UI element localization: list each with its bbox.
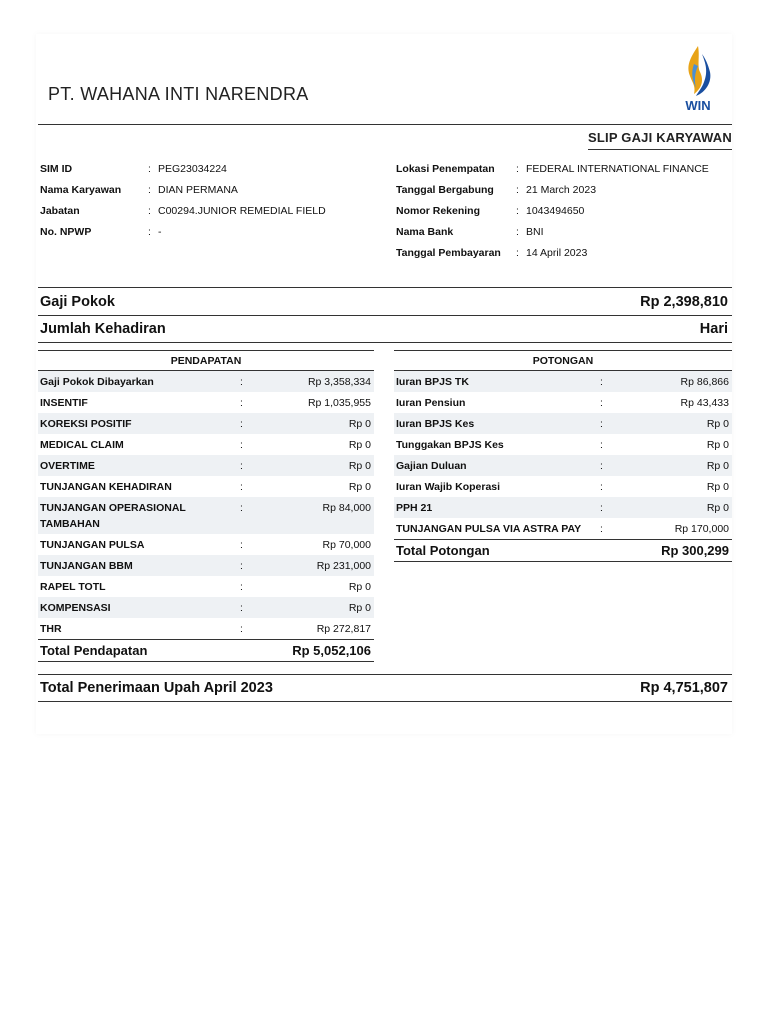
info-value: C00294.JUNIOR REMEDIAL FIELD (158, 204, 326, 217)
info-label: Jabatan (40, 204, 80, 217)
info-value: 21 March 2023 (526, 183, 597, 196)
pendapatan-table (38, 350, 374, 662)
row-name: Iuran BPJS TK (396, 375, 469, 388)
table-row: OVERTIME : Rp 0 (38, 455, 374, 476)
row-value: Rp 0 (706, 459, 729, 472)
row-name: Iuran Wajib Koperasi (396, 480, 501, 493)
info-row: No. NPWP : - (40, 225, 162, 238)
grand-total (38, 674, 732, 702)
row-name: MEDICAL CLAIM (40, 438, 124, 451)
table-row: INSENTIF : Rp 1,035,955 (40, 396, 371, 409)
flame-icon (672, 44, 724, 98)
table-row: Gajian Duluan : Rp 0 (394, 455, 732, 476)
gaji-pokok-value: Rp 2,398,810 (640, 293, 728, 310)
info-value: 1043494650 (526, 204, 585, 217)
grand-total-value: Rp 4,751,807 (640, 680, 728, 696)
info-label: No. NPWP (40, 225, 92, 238)
table-row: TUNJANGAN BBM : Rp 231,000 (38, 555, 374, 576)
table-row: THR : Rp 272,817 (40, 622, 371, 635)
row-name: Gaji Pokok Dibayarkan (40, 375, 154, 388)
row-name: TUNJANGAN BBM (40, 559, 133, 572)
row-name: Tunggakan BPJS Kes (396, 438, 504, 451)
row-value: Rp 3,358,334 (307, 375, 371, 388)
info-row: Nomor Rekening : 1043494650 (396, 204, 585, 217)
row-name: OVERTIME (40, 459, 95, 472)
gaji-pokok-band (38, 287, 732, 315)
total-potongan-label: Total Potongan (396, 543, 490, 558)
kehadiran-label: Jumlah Kehadiran (40, 321, 166, 337)
info-label: Lokasi Penempatan (396, 162, 495, 175)
table-row: Iuran Wajib Koperasi : Rp 0 (396, 480, 729, 493)
row-value: Rp 43,433 (680, 396, 729, 409)
pendapatan-header: PENDAPATAN (38, 350, 374, 371)
info-label: Nomor Rekening (396, 204, 481, 217)
row-value: Rp 0 (348, 601, 371, 614)
info-row: Tanggal Bergabung : 21 March 2023 (396, 183, 597, 196)
info-row: Nama Bank : BNI (396, 225, 544, 238)
row-value: Rp 0 (706, 417, 729, 430)
info-value: FEDERAL INTERNATIONAL FINANCE (526, 162, 709, 175)
info-value: 14 April 2023 (526, 246, 588, 259)
row-name: TUNJANGAN PULSA VIA ASTRA PAY (396, 522, 582, 535)
table-row: Tunggakan BPJS Kes : Rp 0 (396, 438, 729, 451)
row-value: Rp 0 (706, 480, 729, 493)
potongan-table (394, 350, 732, 562)
table-row: MEDICAL CLAIM : Rp 0 (40, 438, 371, 451)
row-name: Iuran Pensiun (396, 396, 466, 409)
gaji-pokok-label: Gaji Pokok (40, 293, 115, 310)
info-label: Nama Bank (396, 225, 454, 238)
row-value: Rp 1,035,955 (307, 396, 371, 409)
row-name: TUNJANGAN PULSA (40, 538, 145, 551)
total-pendapatan-value: Rp 5,052,106 (292, 643, 371, 658)
row-value: Rp 0 (348, 417, 371, 430)
info-value: PEG23034224 (158, 162, 227, 175)
row-value: Rp 231,000 (316, 559, 371, 572)
info-value: DIAN PERMANA (158, 183, 238, 196)
row-value: Rp 84,000 (322, 502, 371, 514)
table-row: TUNJANGAN KEHADIRAN : Rp 0 (40, 480, 371, 493)
row-value: Rp 0 (706, 438, 729, 451)
total-potongan-value: Rp 300,299 (661, 543, 729, 558)
row-value: Rp 0 (348, 459, 371, 472)
payslip-page (36, 34, 732, 734)
info-value: - (158, 225, 162, 238)
row-name: THR (40, 622, 62, 635)
row-value: Rp 170,000 (674, 522, 729, 535)
table-row: TUNJANGAN PULSA : Rp 70,000 (40, 538, 371, 551)
company-name: PT. WAHANA INTI NARENDRA (48, 84, 309, 104)
row-value: Rp 70,000 (322, 538, 371, 551)
company-logo (672, 44, 724, 116)
table-row: TUNJANGAN PULSA VIA ASTRA PAY : Rp 170,000 (396, 522, 729, 535)
table-row: PPH 21 : Rp 0 (394, 497, 732, 518)
kehadiran-value: Hari (699, 321, 728, 337)
row-name: Gajian Duluan (396, 459, 467, 472)
total-pendapatan (38, 639, 374, 662)
row-name: KOREKSI POSITIF (40, 417, 132, 430)
kehadiran-band (38, 315, 732, 343)
logo-text: WIN (685, 98, 711, 113)
row-name: Iuran BPJS Kes (396, 417, 475, 430)
header-divider (38, 124, 732, 125)
total-potongan (394, 539, 732, 562)
table-row: RAPEL TOTL : Rp 0 (40, 580, 371, 593)
info-label: Nama Karyawan (40, 183, 122, 196)
info-row: SIM ID : PEG23034224 (40, 162, 227, 175)
row-name: INSENTIF (40, 396, 88, 409)
info-label: Tanggal Pembayaran (396, 246, 501, 259)
potongan-header: POTONGAN (394, 350, 732, 371)
row-name: TUNJANGAN KEHADIRAN (40, 480, 172, 493)
info-row: Nama Karyawan : DIAN PERMANA (40, 183, 238, 196)
row-value: Rp 0 (348, 438, 371, 451)
row-value: Rp 272,817 (316, 622, 371, 635)
employee-info-right (396, 158, 709, 263)
grand-total-label: Total Penerimaan Upah April 2023 (40, 680, 273, 696)
row-name: PPH 21 (396, 501, 433, 514)
info-row: Jabatan : C00294.JUNIOR REMEDIAL FIELD (40, 204, 326, 217)
table-row: Iuran BPJS Kes : Rp 0 (394, 413, 732, 434)
employee-info-left (40, 158, 326, 242)
table-row: KOREKSI POSITIF : Rp 0 (38, 413, 374, 434)
info-row: Tanggal Pembayaran : 14 April 2023 (396, 246, 588, 259)
table-row: TUNJANGAN OPERASIONAL TAMBAHAN : Rp 84,000 (38, 497, 374, 534)
row-value: Rp 0 (706, 501, 729, 514)
table-row: Iuran BPJS TK : Rp 86,866 (394, 371, 732, 392)
table-row: Gaji Pokok Dibayarkan : Rp 3,358,334 (38, 371, 374, 392)
table-row: KOMPENSASI : Rp 0 (38, 597, 374, 618)
info-row: Lokasi Penempatan : FEDERAL INTERNATIONAL FINANCE (396, 162, 709, 175)
row-value: Rp 0 (348, 580, 371, 593)
row-value: Rp 0 (348, 480, 371, 493)
row-value: Rp 86,866 (680, 375, 729, 388)
info-value: BNI (526, 225, 544, 238)
row-name: TUNJANGAN OPERASIONAL TAMBAHAN (40, 502, 186, 530)
slip-title: SLIP GAJI KARYAWAN (588, 130, 732, 150)
row-name: RAPEL TOTL (40, 580, 106, 593)
info-label: SIM ID (40, 162, 73, 175)
table-row: Iuran Pensiun : Rp 43,433 (396, 396, 729, 409)
row-name: KOMPENSASI (40, 601, 111, 614)
total-pendapatan-label: Total Pendapatan (40, 643, 148, 658)
info-label: Tanggal Bergabung (396, 183, 494, 196)
